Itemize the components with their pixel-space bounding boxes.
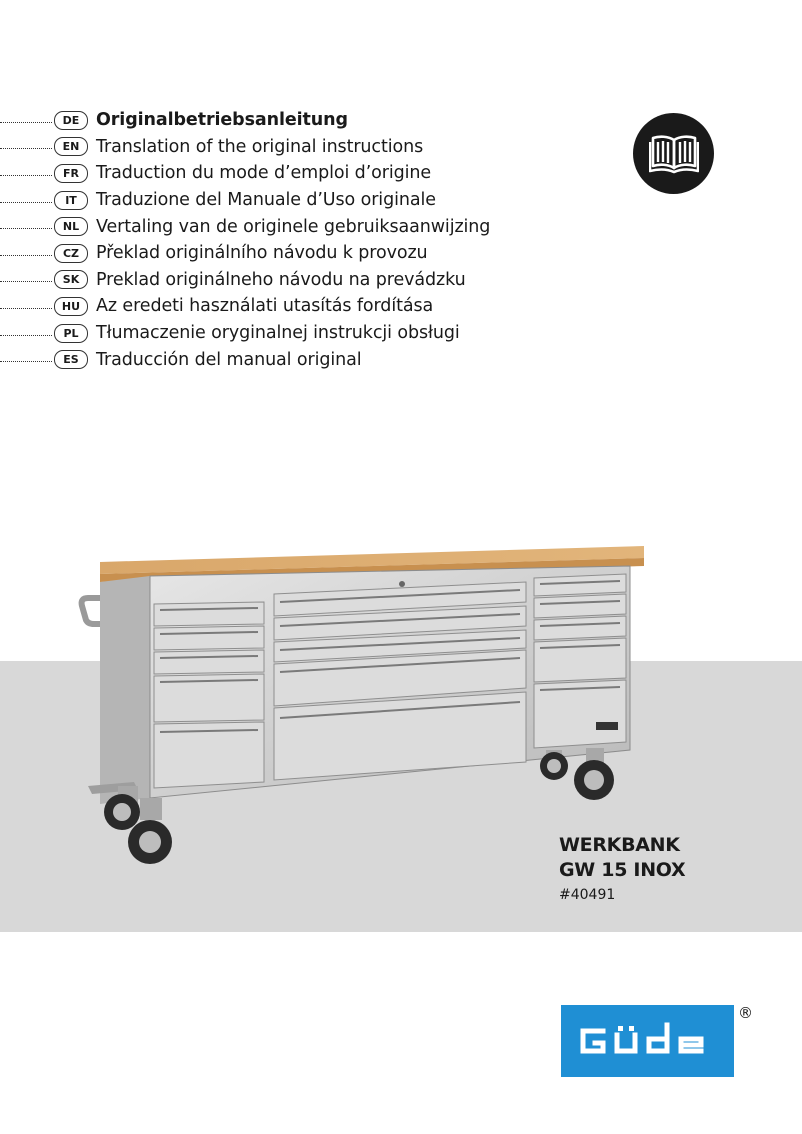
product-model: GW 15 INOX: [559, 859, 686, 881]
language-code: IT: [54, 191, 88, 210]
gude-logo: [561, 1005, 734, 1077]
dotted-leader: [0, 255, 52, 256]
open-book-icon: [649, 132, 699, 176]
dotted-leader: [0, 281, 52, 282]
language-title: Preklad originálneho návodu na prevádzku: [96, 269, 466, 290]
language-title: Traduzione del Manuale d’Uso originale: [96, 190, 436, 211]
dotted-leader: [0, 228, 52, 229]
registered-mark: ®: [738, 1004, 753, 1022]
language-title: Tłumaczenie oryginalnej instrukcji obsługi: [96, 323, 460, 344]
language-code: FR: [54, 164, 88, 183]
language-title: Traduction du mode d’emploi d’origine: [96, 163, 432, 184]
dotted-leader: [0, 308, 52, 309]
product-info: [559, 833, 685, 903]
language-code: ES: [54, 350, 88, 369]
language-title: Translation of the original instructions: [96, 136, 424, 157]
language-title: Vertaling van de originele gebruiksaanwijzing: [96, 216, 491, 237]
language-code: SK: [54, 270, 88, 289]
language-list: [0, 107, 520, 373]
dotted-leader: [0, 361, 52, 362]
language-code: NL: [54, 217, 88, 236]
language-title: Az eredeti használati utasítás fordítása: [96, 296, 434, 317]
language-row-pl: [0, 320, 520, 347]
language-row-fr: [0, 160, 520, 187]
dotted-leader: [0, 122, 52, 123]
product-number: #40491: [559, 887, 616, 903]
dotted-leader: [0, 175, 52, 176]
language-row-it: [0, 187, 520, 214]
language-row-sk: [0, 267, 520, 294]
gude-wordmark: [561, 1005, 734, 1077]
dotted-leader: [0, 202, 52, 203]
language-row-cz: [0, 240, 520, 267]
product-name: WERKBANK: [559, 834, 680, 856]
language-row-es: [0, 346, 520, 373]
dotted-leader: [0, 335, 52, 336]
language-title: Traducción del manual original: [96, 349, 362, 370]
language-row-en: [0, 134, 520, 161]
language-code: PL: [54, 324, 88, 343]
read-manual-badge: [633, 113, 714, 194]
workbench-image: [78, 536, 650, 866]
language-title: Originalbetriebsanleitung: [96, 110, 348, 131]
dotted-leader: [0, 148, 52, 149]
language-code: EN: [54, 137, 88, 156]
language-code: HU: [54, 297, 88, 316]
language-code: DE: [54, 111, 88, 130]
language-row-de: [0, 107, 520, 134]
language-row-hu: [0, 293, 520, 320]
language-row-nl: [0, 213, 520, 240]
language-code: CZ: [54, 244, 88, 263]
language-title: Překlad originálního návodu k provozu: [96, 243, 428, 264]
